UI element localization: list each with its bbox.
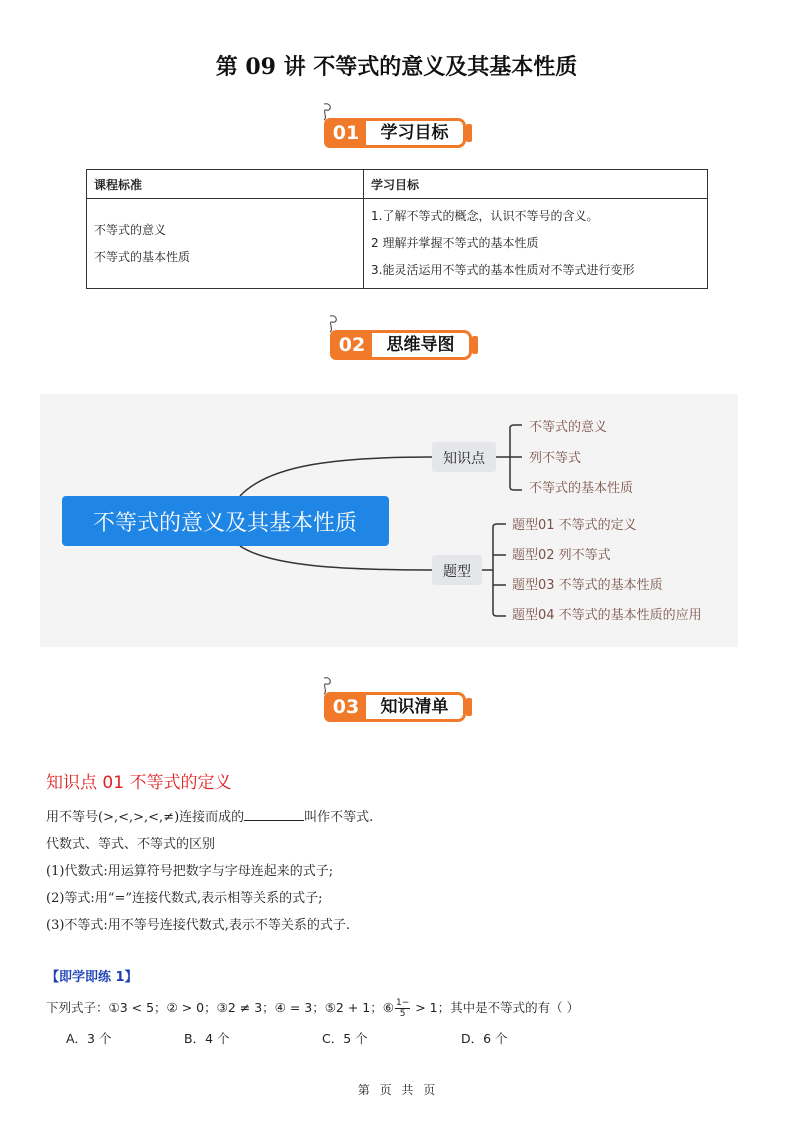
paragraph-line: (3)不等式:用不等号连接代数式,表示不等关系的式子. bbox=[46, 918, 351, 933]
table-header-standard: 课程标准 bbox=[87, 170, 364, 199]
question-text: > 1；其中是不等式的有（ ） bbox=[411, 1000, 580, 1015]
mindmap-leaf: 题型04 不等式的基本性质的应用 bbox=[512, 608, 702, 623]
section-badge-goals bbox=[320, 110, 480, 152]
paragraph-line: 代数式、等式、不等式的区别 bbox=[46, 837, 216, 852]
exercise-heading: 【即学即练 1】 bbox=[46, 970, 138, 985]
definition-text: 用不等号(>,<,>,<,≠)连接而成的 bbox=[46, 810, 245, 825]
objective-item: 3.能灵活运用不等式的基本性质对不等式进行变形 bbox=[371, 263, 635, 277]
paragraph-line: (2)等式:用“=”连接代数式,表示相等关系的式子; bbox=[46, 891, 323, 906]
section-number: 01 bbox=[324, 118, 368, 148]
table-header-objective: 学习目标 bbox=[364, 170, 708, 199]
mindmap-branch-label: 题型 bbox=[443, 564, 471, 580]
fraction-denominator: 5 bbox=[399, 1009, 406, 1019]
page-footer: 第 页 共 页 bbox=[357, 1083, 436, 1097]
mind-map bbox=[40, 394, 738, 647]
option-b: B．4 个 bbox=[184, 1031, 230, 1046]
fraction-numerator: 1− bbox=[395, 998, 410, 1008]
objectives-cell bbox=[364, 199, 708, 289]
option-a: A．3 个 bbox=[66, 1031, 112, 1046]
standard-item: 不等式的基本性质 bbox=[94, 249, 191, 264]
definition-text: 叫作不等式. bbox=[304, 810, 374, 825]
option-c: C．5 个 bbox=[322, 1031, 368, 1046]
exercise-question bbox=[46, 998, 579, 1019]
mindmap-leaf: 题型01 不等式的定义 bbox=[512, 518, 637, 533]
section-badge-mindmap bbox=[326, 322, 486, 364]
option-d: D．6 个 bbox=[461, 1031, 508, 1046]
badge-tab bbox=[466, 698, 472, 716]
section-label: 学习目标 bbox=[366, 118, 466, 148]
mindmap-leaf: 不等式的意义 bbox=[529, 420, 608, 435]
section-label: 思维导图 bbox=[372, 330, 472, 360]
section-number: 02 bbox=[330, 330, 374, 360]
standards-cell bbox=[87, 199, 364, 289]
section-number: 03 bbox=[324, 692, 368, 722]
standard-item: 不等式的意义 bbox=[94, 222, 167, 237]
fill-blank bbox=[244, 808, 304, 821]
mindmap-branch-label: 知识点 bbox=[443, 451, 485, 467]
goals-table bbox=[86, 169, 708, 289]
mindmap-root-label: 不等式的意义及其基本性质 bbox=[92, 511, 358, 536]
mindmap-leaf: 题型02 列不等式 bbox=[512, 548, 611, 563]
question-text: 下列式子：①3 < 5；② > 0；③2 ≠ 3；④ = 3；⑤2 + 1；⑥ bbox=[46, 1000, 394, 1015]
page-title: 第 09 讲 不等式的意义及其基本性质 bbox=[215, 54, 578, 80]
section-badge-knowledge bbox=[320, 684, 480, 726]
fraction bbox=[395, 998, 410, 1019]
objective-item: 2 理解并掌握不等式的基本性质 bbox=[371, 236, 539, 250]
definition-line bbox=[46, 806, 373, 825]
paragraph-line: (1)代数式:用运算符号把数字与字母连起来的式子; bbox=[46, 864, 334, 879]
mindmap-leaf: 题型03 不等式的基本性质 bbox=[512, 578, 663, 593]
mindmap-leaf: 列不等式 bbox=[529, 451, 582, 466]
section-label: 知识清单 bbox=[366, 692, 466, 722]
objective-item: 1.了解不等式的概念，认识不等号的含义。 bbox=[371, 209, 599, 223]
mindmap-leaf: 不等式的基本性质 bbox=[529, 481, 634, 496]
knowledge-point-title: 知识点 01 不等式的定义 bbox=[46, 773, 232, 793]
badge-tab bbox=[466, 124, 472, 142]
badge-tab bbox=[472, 336, 478, 354]
